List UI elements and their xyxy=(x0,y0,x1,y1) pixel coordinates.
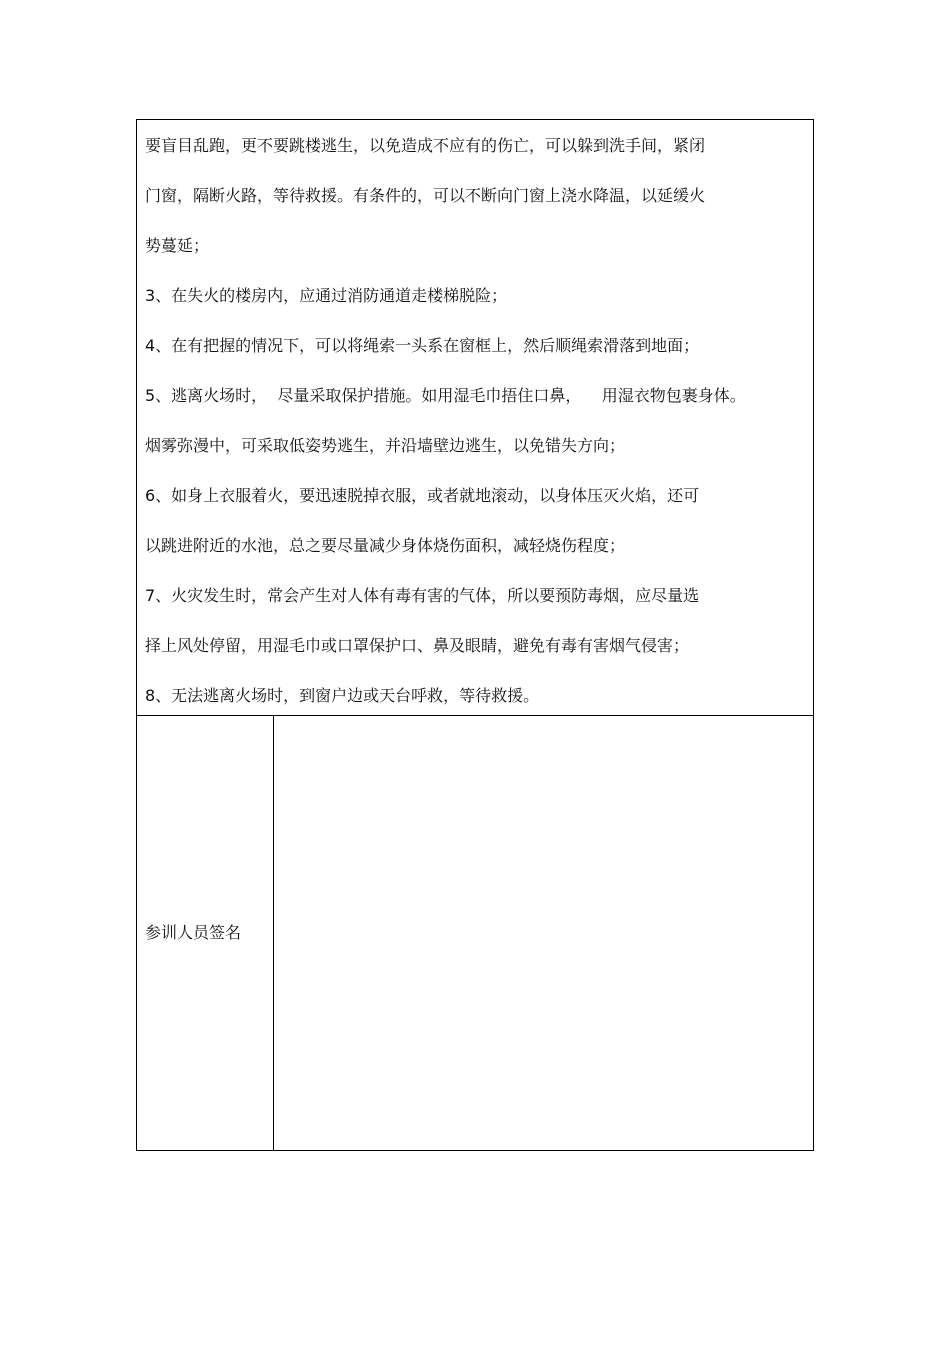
content-line-7: 烟雾弥漫中，可采取低姿势逃生，并沿墙壁边逃生，以免错失方向； xyxy=(145,436,626,455)
content-line-10: 7、火灾发生时，常会产生对人体有毒有害的气体，所以要预防毒烟，应尽量选 xyxy=(145,586,700,605)
training-record-table xyxy=(136,119,814,1151)
content-line-6: 5、逃离火场时， 尽量采取保护措施。如用湿毛巾捂住口鼻， 用湿衣物包裹身体。 xyxy=(145,386,746,405)
content-line-2: 门窗，隔断火路，等待救援。有条件的，可以不断向门窗上浇水降温，以延缓火 xyxy=(145,186,706,205)
content-line-8: 6、如身上衣服着火，要迅速脱掉衣服，或者就地滚动，以身体压灭火焰，还可 xyxy=(145,486,700,505)
content-line-11: 择上风处停留，用湿毛巾或口罩保护口、鼻及眼睛，避免有毒有害烟气侵害； xyxy=(145,636,690,655)
signature-label: 参训人员签名 xyxy=(145,923,242,942)
content-line-3: 势蔓延； xyxy=(145,236,210,255)
content-line-5: 4、在有把握的情况下，可以将绳索一头系在窗框上，然后顺绳索滑落到地面； xyxy=(145,336,700,355)
content-line-9: 以跳进附近的水池，总之要尽量减少身体烧伤面积，减轻烧伤程度； xyxy=(145,536,626,555)
signature-area[interactable] xyxy=(274,716,813,1150)
training-content-cell xyxy=(137,120,813,716)
signature-label-cell xyxy=(137,716,274,1150)
content-line-1: 要盲目乱跑，更不要跳楼逃生，以免造成不应有的伤亡，可以躲到洗手间，紧闭 xyxy=(145,136,706,155)
content-line-12: 8、无法逃离火场时，到窗户边或天台呼救，等待救援。 xyxy=(145,686,540,705)
content-line-4: 3、在失火的楼房内，应通过消防通道走楼梯脱险； xyxy=(145,286,508,305)
